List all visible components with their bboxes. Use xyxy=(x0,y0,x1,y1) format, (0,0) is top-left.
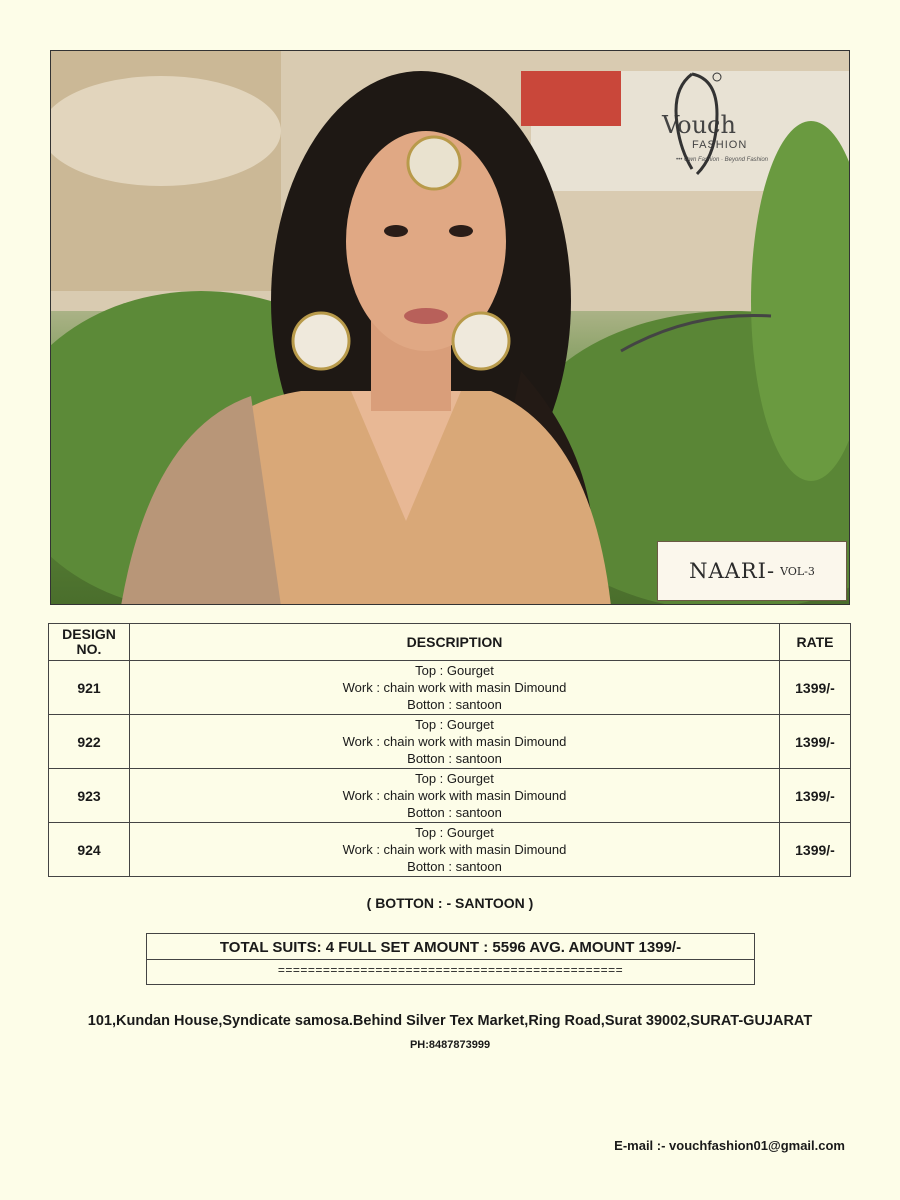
totals-dashes: ============================================== xyxy=(277,963,624,977)
desc-top: Top : Gourget xyxy=(415,771,494,786)
address: 101,Kundan House,Syndicate samosa.Behind Silver Tex Market,Ring Road,Surat 39002,SURAT-GUJARAT xyxy=(87,1013,813,1029)
desc-bottom: Botton : santoon xyxy=(407,805,502,820)
desc-work: Work : chain work with masin Dimound xyxy=(342,842,567,857)
logo-face-icon xyxy=(662,69,722,179)
catalog-badge xyxy=(657,541,847,601)
email-address: E-mail :- vouchfashion01@gmail.com xyxy=(614,1138,845,1153)
totals-line: TOTAL SUITS: 4 FULL SET AMOUNT : 5596 AVG. AMOUNT 1399/- xyxy=(219,939,682,956)
header-description: DESCRIPTION xyxy=(130,624,780,661)
brand-logo xyxy=(662,69,827,189)
desc-work: Work : chain work with masin Dimound xyxy=(342,788,567,803)
table-row xyxy=(49,769,851,823)
table-row xyxy=(49,823,851,877)
catalog-title: NAARI- xyxy=(689,559,776,583)
desc-work: Work : chain work with masin Dimound xyxy=(342,680,567,695)
desc-top: Top : Gourget xyxy=(415,825,494,840)
desc-bottom: Botton : santoon xyxy=(407,859,502,874)
design-description xyxy=(130,769,780,823)
product-photo xyxy=(50,50,850,605)
brand-sub: FASHION xyxy=(692,139,748,151)
design-number: 923 xyxy=(49,769,130,823)
design-rate: 1399/- xyxy=(780,823,851,877)
brand-name: Vouch xyxy=(662,111,736,139)
desc-top: Top : Gourget xyxy=(415,717,494,732)
table-row xyxy=(49,661,851,715)
table-header-row xyxy=(49,624,851,661)
desc-bottom: Botton : santoon xyxy=(407,697,502,712)
desc-work: Work : chain work with masin Dimound xyxy=(342,734,567,749)
design-description xyxy=(130,715,780,769)
totals-divider xyxy=(147,959,754,960)
totals-box xyxy=(146,933,755,985)
table-row xyxy=(49,715,851,769)
design-table xyxy=(48,623,851,877)
design-description xyxy=(130,661,780,715)
desc-top: Top : Gourget xyxy=(415,663,494,678)
phone-number: PH:8487873999 xyxy=(409,1039,491,1051)
catalog-volume: VOL-3 xyxy=(780,564,815,578)
design-rate: 1399/- xyxy=(780,661,851,715)
bottom-fabric-note: ( BOTTON : - SANTOON ) xyxy=(366,895,534,911)
design-rate: 1399/- xyxy=(780,715,851,769)
design-number: 922 xyxy=(49,715,130,769)
header-design-no: DESIGN NO. xyxy=(49,624,130,661)
desc-bottom: Botton : santoon xyxy=(407,751,502,766)
design-rate: 1399/- xyxy=(780,769,851,823)
header-rate: RATE xyxy=(780,624,851,661)
design-number: 921 xyxy=(49,661,130,715)
brand-tagline: ••• Own Fashion · Beyond Fashion xyxy=(676,157,769,163)
design-description xyxy=(130,823,780,877)
design-number: 924 xyxy=(49,823,130,877)
